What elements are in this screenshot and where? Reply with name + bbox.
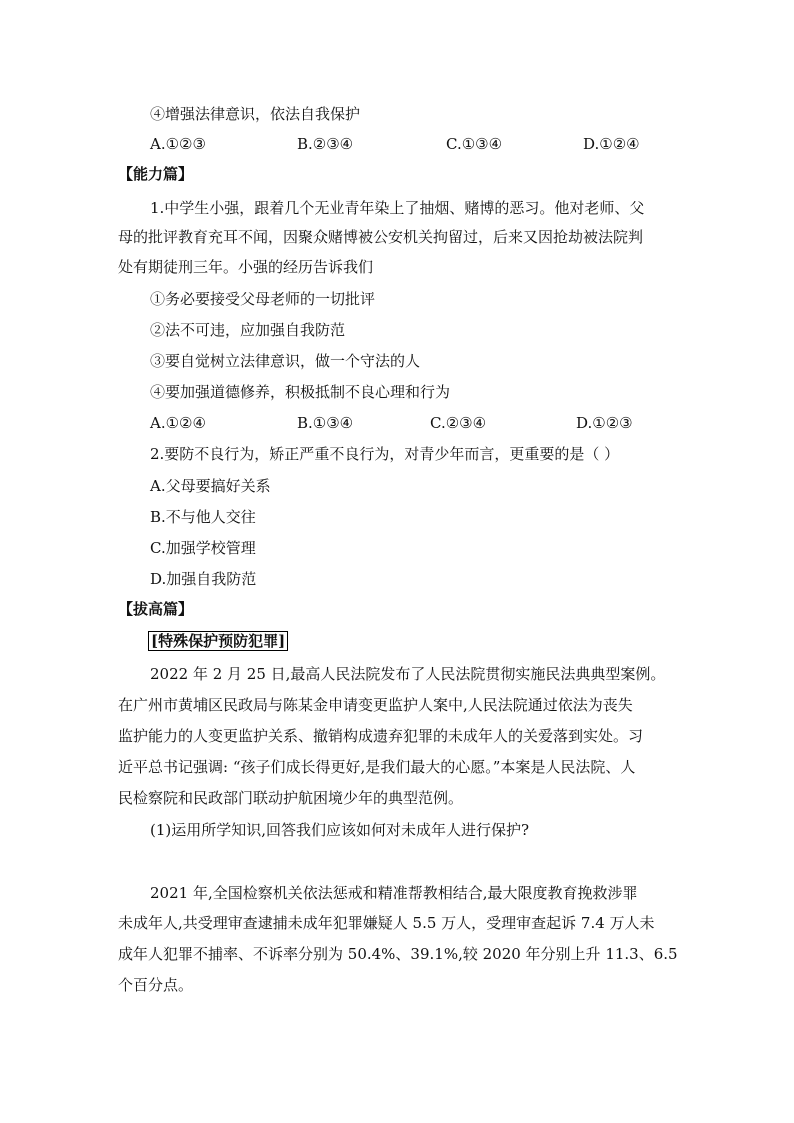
q1-option-b: B.①③④ <box>297 414 354 432</box>
topic-label-text: [特殊保护预防犯罪] <box>148 631 288 651</box>
stats-paragraph-line-1: 2021 年,全国检察机关依法惩戒和精准帮教相结合,最大限度教育挽救涉罪 <box>150 884 638 902</box>
case-paragraph-line-4: 近平总书记强调: “孩子们成长得更好,是我们最大的心愿。”本案是人民法院、人 <box>118 758 636 776</box>
q2-option-d: D.加强自我防范 <box>150 570 257 588</box>
section-heading-ability: 【能力篇】 <box>118 165 194 183</box>
q2-stem: 2.要防不良行为，矫正严重不良行为，对青少年而言，更重要的是（ ） <box>150 445 620 463</box>
q1-stem-line-2: 母的批评教育充耳不闻，因聚众赌博被公安机关拘留过，后来又因抢劫被法院判 <box>118 228 644 246</box>
question-1: (1)运用所学知识,回答我们应该如何对未成年人进行保护? <box>150 821 530 839</box>
q1-option-a: A.①②④ <box>150 414 206 432</box>
q1-option-c: C.②③④ <box>430 414 487 432</box>
q1-stem-line-3: 处有期徒刑三年。小强的经历告诉我们 <box>118 258 374 276</box>
intro-option-a: A.①②③ <box>150 135 206 153</box>
intro-option-d: D.①②④ <box>583 135 640 153</box>
q2-option-b: B.不与他人交往 <box>150 508 256 526</box>
intro-option-c: C.①③④ <box>446 135 503 153</box>
case-paragraph-line-5: 民检察院和民政部门联动护航困境少年的典型范例。 <box>118 789 464 807</box>
case-paragraph-line-2: 在广州市黄埔区民政局与陈某金申请变更监护人案中,人民法院通过依法为丧失 <box>118 696 633 714</box>
q1-stem-line-1: 1.中学生小强，跟着几个无业青年染上了抽烟、赌博的恶习。他对老师、父 <box>150 199 645 217</box>
intro-item-4: ④增强法律意识，依法自我保护 <box>150 105 361 123</box>
q1-item-1: ①务必要接受父母老师的一切批评 <box>150 290 376 308</box>
q1-item-3: ③要自觉树立法律意识，做一个守法的人 <box>150 352 421 370</box>
stats-paragraph-line-3: 成年人犯罪不捕率、不诉率分别为 50.4%、39.1%,较 2020 年分别上升 11.3、6.5 <box>118 945 678 963</box>
intro-option-b: B.②③④ <box>297 135 354 153</box>
case-paragraph-line-1: 2022 年 2 月 25 日,最高人民法院发布了人民法院贯彻实施民法典典型案例。 <box>150 665 666 683</box>
section-heading-advanced: 【拔高篇】 <box>118 600 194 618</box>
case-paragraph-line-3: 监护能力的人变更监护关系、撤销构成遗弃犯罪的未成年人的关爱落到实处。习 <box>118 727 644 745</box>
stats-paragraph-line-4: 个百分点。 <box>118 976 194 994</box>
q2-option-a: A.父母要搞好关系 <box>150 477 271 495</box>
stats-paragraph-line-2: 未成年人,共受理审查逮捕未成年犯罪嫌疑人 5.5 万人，受理审查起诉 7.4 万人未 <box>118 914 655 932</box>
q2-option-c: C.加强学校管理 <box>150 539 256 557</box>
q1-item-4: ④要加强道德修养，积极抵制不良心理和行为 <box>150 383 451 401</box>
topic-label <box>148 631 288 651</box>
q1-option-d: D.①②③ <box>576 414 633 432</box>
q1-item-2: ②法不可违，应加强自我防范 <box>150 321 346 339</box>
